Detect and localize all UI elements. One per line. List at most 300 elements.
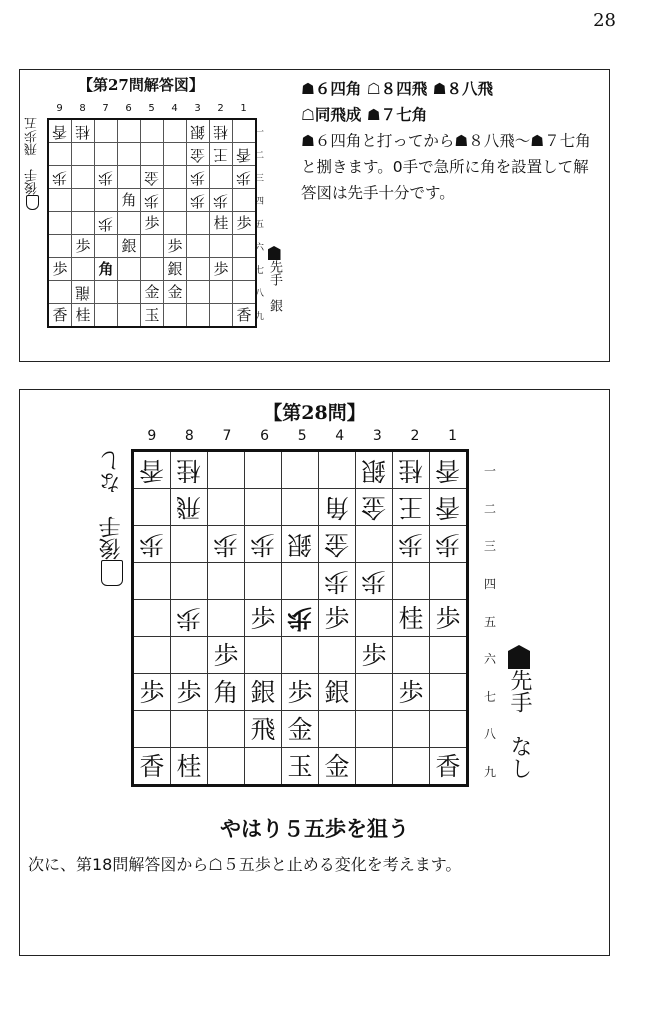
gote-piece: 香	[435, 492, 461, 522]
board-square	[72, 258, 95, 281]
sente-piece: 角	[213, 677, 239, 707]
sente-piece: 歩	[250, 603, 276, 633]
board-square	[164, 281, 187, 304]
problem-28-title: 【第28問】	[263, 402, 366, 424]
board-square	[245, 748, 282, 786]
gote-piece: 歩	[213, 529, 239, 559]
board-square	[164, 304, 187, 328]
sente-piece: 桂	[176, 751, 202, 781]
board-square	[171, 674, 208, 711]
gote-piece: 金	[144, 168, 160, 187]
board-square	[72, 212, 95, 235]
board-square	[430, 748, 468, 786]
board-square	[245, 674, 282, 711]
gote-hand-area	[100, 450, 124, 586]
board-square	[164, 212, 187, 235]
board-square	[245, 637, 282, 674]
gote-piece: 龍	[75, 283, 91, 302]
board-square	[187, 119, 210, 143]
gote-icon	[101, 560, 123, 586]
sente-piece: 香	[236, 305, 252, 324]
board-square	[171, 748, 208, 786]
problem-27-board	[47, 118, 257, 328]
board-row	[48, 119, 256, 143]
gote-piece: 角	[324, 492, 350, 522]
board-square	[210, 166, 233, 189]
board-row	[133, 600, 468, 637]
row-labels	[484, 452, 496, 790]
sente-piece: 飛	[250, 714, 276, 744]
column-label: 3	[372, 428, 382, 444]
problem-27-answer-box	[19, 69, 610, 362]
board-square	[118, 189, 141, 212]
board-row	[48, 258, 256, 281]
row-label: 六	[484, 652, 497, 667]
board-square	[208, 637, 245, 674]
board-row	[48, 189, 256, 212]
board-square	[282, 451, 319, 489]
problem-28-box	[19, 389, 610, 956]
board-square	[208, 674, 245, 711]
column-label: 1	[448, 428, 457, 444]
sente-piece: 金	[287, 714, 313, 744]
gote-piece: 銀	[361, 455, 387, 485]
gote-piece: 歩	[144, 191, 160, 210]
board-square	[133, 748, 171, 786]
sente-piece: 金	[167, 282, 183, 301]
column-label: 5	[297, 428, 307, 444]
column-label: 2	[217, 103, 224, 114]
board-square	[233, 258, 257, 281]
gote-piece: 歩	[98, 214, 114, 233]
sente-piece: 銀	[324, 677, 350, 707]
column-label: 8	[79, 103, 86, 114]
board-square	[319, 563, 356, 600]
board-square	[393, 711, 430, 748]
row-label: 五	[255, 220, 265, 230]
sente-piece: 香	[139, 751, 165, 781]
board-square	[164, 166, 187, 189]
board-square	[393, 674, 430, 711]
gote-piece: 香	[236, 145, 252, 164]
board-square	[208, 526, 245, 563]
gote-piece: 歩	[190, 168, 206, 187]
board-square	[171, 526, 208, 563]
board-square	[187, 258, 210, 281]
board-square	[233, 212, 257, 235]
board-square	[393, 451, 430, 489]
board-row	[133, 526, 468, 563]
board-square	[319, 674, 356, 711]
sente-hand: 銀	[267, 299, 282, 312]
board-square	[164, 143, 187, 166]
board-square	[210, 281, 233, 304]
sente-piece: 歩	[324, 603, 350, 633]
sente-piece: 桂	[398, 603, 424, 633]
gote-piece: 歩	[398, 529, 424, 559]
board-square	[210, 119, 233, 143]
board-square	[187, 212, 210, 235]
board-square	[133, 637, 171, 674]
board-square	[208, 748, 245, 786]
gote-piece: 歩	[250, 529, 276, 559]
board-square	[133, 526, 171, 563]
sente-piece: 歩	[75, 236, 91, 255]
row-label: 一	[255, 128, 265, 138]
board-square	[48, 281, 72, 304]
board-square	[210, 304, 233, 328]
board-row	[48, 212, 256, 235]
gote-piece: 歩	[98, 168, 114, 187]
column-label: 4	[335, 428, 345, 444]
board-row	[133, 451, 468, 489]
board-square	[187, 143, 210, 166]
sente-piece: 銀	[121, 236, 137, 255]
column-label: 4	[171, 103, 178, 114]
board-square	[171, 711, 208, 748]
board-square	[233, 119, 257, 143]
board-square	[233, 166, 257, 189]
gote-piece: 桂	[398, 455, 424, 485]
board-square	[171, 451, 208, 489]
gote-piece: 金	[190, 145, 206, 164]
board-square	[118, 258, 141, 281]
board-square	[430, 711, 468, 748]
gote-piece: 歩	[435, 529, 461, 559]
row-label: 四	[484, 577, 497, 592]
gote-piece: 王	[398, 492, 424, 522]
sente-piece: 歩	[176, 677, 202, 707]
sente-hand-area	[507, 645, 531, 779]
board-square	[164, 235, 187, 258]
problem-28-board	[131, 449, 469, 787]
board-square	[245, 711, 282, 748]
sente-piece: 玉	[144, 305, 160, 324]
gote-piece: 歩	[361, 566, 387, 596]
board-square	[430, 637, 468, 674]
board-square	[95, 235, 118, 258]
board-square	[72, 143, 95, 166]
sente-piece: 歩	[144, 213, 160, 232]
gote-piece: 銀	[190, 122, 206, 141]
board-square	[118, 235, 141, 258]
gote-piece: 歩	[236, 168, 252, 187]
sente-piece: 香	[52, 305, 68, 324]
gote-piece: 香	[435, 455, 461, 485]
row-label: 八	[255, 289, 265, 299]
row-label: 九	[255, 312, 265, 322]
commentary: ☗６四角と打ってから☗８八飛～☗７七角と捌きます。0手で急所に角を設置して解答図は先手十分です。	[301, 132, 591, 202]
sente-piece: 銀	[167, 259, 183, 278]
column-label: 3	[194, 103, 201, 114]
board-square	[95, 258, 118, 281]
board-square	[233, 143, 257, 166]
board-square	[48, 212, 72, 235]
sente-piece: 桂	[75, 305, 91, 324]
column-label: 6	[260, 428, 270, 444]
board-square	[48, 258, 72, 281]
board-square	[208, 563, 245, 600]
column-label: 5	[148, 103, 155, 114]
board-square	[319, 748, 356, 786]
board-square	[319, 489, 356, 526]
board-square	[430, 674, 468, 711]
board-square	[171, 489, 208, 526]
board-square	[72, 235, 95, 258]
gote-hand: 飛歩五	[25, 117, 40, 156]
board-square	[233, 235, 257, 258]
board-square	[164, 189, 187, 212]
board-square	[210, 235, 233, 258]
board-square	[356, 526, 393, 563]
gote-piece: 歩	[176, 603, 202, 633]
board-square	[141, 304, 164, 328]
board-square	[133, 563, 171, 600]
row-label: 九	[484, 765, 497, 780]
board-square	[208, 489, 245, 526]
board-square	[282, 748, 319, 786]
board-square	[233, 189, 257, 212]
board-row	[133, 489, 468, 526]
board-square	[208, 711, 245, 748]
sente-piece: 金	[324, 751, 350, 781]
board-square	[356, 637, 393, 674]
row-label: 四	[255, 197, 265, 207]
gote-piece: 歩	[287, 603, 313, 633]
gote-label: 後手	[99, 516, 124, 560]
column-labels	[133, 428, 471, 444]
column-label: 7	[102, 103, 109, 114]
sente-piece: 金	[144, 282, 160, 301]
board-square	[393, 563, 430, 600]
gote-label: 後手	[25, 169, 40, 195]
board-square	[187, 281, 210, 304]
board-square	[430, 526, 468, 563]
gote-hand-area	[26, 117, 40, 210]
gote-piece: 香	[52, 122, 68, 141]
column-labels	[48, 103, 255, 114]
board-square	[141, 258, 164, 281]
row-label: 一	[484, 464, 497, 479]
board-square	[95, 281, 118, 304]
board-square	[187, 304, 210, 328]
board-square	[95, 166, 118, 189]
board-square	[187, 235, 210, 258]
board-square	[245, 563, 282, 600]
moves-line-2: ☖同飛成 ☗７七角	[301, 106, 428, 124]
sente-label: 先手	[507, 669, 532, 713]
board-square	[48, 119, 72, 143]
sente-piece: 歩	[213, 259, 229, 278]
board-row	[48, 304, 256, 328]
board-square	[356, 489, 393, 526]
board-square	[171, 637, 208, 674]
board-square	[356, 600, 393, 637]
board-square	[118, 281, 141, 304]
board-square	[118, 304, 141, 328]
board-square	[187, 166, 210, 189]
sente-piece: 歩	[398, 677, 424, 707]
sente-piece: 歩	[287, 677, 313, 707]
board-square	[141, 143, 164, 166]
board-row	[48, 281, 256, 304]
sente-piece: 歩	[167, 236, 183, 255]
body-text: 次に、第18問解答図から☖５五歩と止める変化を考えます。	[28, 855, 462, 874]
board-square	[356, 563, 393, 600]
gote-piece: 歩	[213, 191, 229, 210]
board-square	[430, 563, 468, 600]
gote-icon	[27, 195, 40, 210]
board-square	[245, 451, 282, 489]
board-square	[282, 600, 319, 637]
sente-piece: 歩	[52, 259, 68, 278]
row-label: 七	[484, 689, 497, 704]
board-square	[141, 189, 164, 212]
board-square	[164, 258, 187, 281]
board-square	[48, 189, 72, 212]
board-square	[95, 189, 118, 212]
board-square	[430, 451, 468, 489]
board-square	[282, 637, 319, 674]
sente-icon	[268, 246, 281, 260]
sente-piece: 玉	[287, 751, 313, 781]
board-square	[72, 189, 95, 212]
board-square	[95, 143, 118, 166]
column-label: 9	[147, 428, 157, 444]
board-square	[233, 281, 257, 304]
gote-piece: 王	[213, 145, 229, 164]
board-square	[356, 748, 393, 786]
sente-piece: 歩	[213, 640, 239, 670]
caption: やはり５五歩を狙う	[220, 817, 409, 841]
column-label: 6	[125, 103, 132, 114]
board-square	[72, 119, 95, 143]
board-square	[245, 526, 282, 563]
board-square	[282, 489, 319, 526]
board-square	[95, 212, 118, 235]
gote-piece: 桂	[176, 455, 202, 485]
gote-piece: 歩	[190, 191, 206, 210]
board-square	[393, 637, 430, 674]
gote-piece: 香	[139, 455, 165, 485]
sente-piece: 歩	[435, 603, 461, 633]
board-square	[141, 166, 164, 189]
board-square	[48, 143, 72, 166]
board-square	[245, 489, 282, 526]
sente-icon	[508, 645, 530, 669]
board-square	[430, 600, 468, 637]
gote-piece: 歩	[324, 566, 350, 596]
board-row	[133, 563, 468, 600]
board-square	[233, 304, 257, 328]
board-row	[133, 748, 468, 786]
problem-27-title: 【第27問解答図】	[78, 76, 204, 94]
board-square	[48, 304, 72, 328]
board-square	[393, 526, 430, 563]
sente-piece: 角	[98, 259, 114, 278]
problem-27-moves	[301, 76, 603, 206]
board-row	[48, 143, 256, 166]
board-square	[133, 600, 171, 637]
board-square	[133, 489, 171, 526]
gote-piece: 歩	[52, 168, 68, 187]
gote-hand: なし	[99, 450, 124, 494]
row-labels	[255, 120, 264, 327]
board-square	[95, 119, 118, 143]
board-row	[133, 637, 468, 674]
board-square	[282, 674, 319, 711]
gote-piece: 金	[361, 492, 387, 522]
board-square	[282, 526, 319, 563]
board-square	[319, 637, 356, 674]
board-square	[133, 711, 171, 748]
row-label: 二	[484, 501, 497, 516]
board-square	[164, 119, 187, 143]
board-square	[72, 281, 95, 304]
sente-piece: 歩	[139, 677, 165, 707]
column-label: 7	[222, 428, 232, 444]
board-square	[48, 166, 72, 189]
board-square	[118, 119, 141, 143]
board-square	[210, 143, 233, 166]
sente-hand-area	[267, 246, 281, 312]
board-square	[133, 674, 171, 711]
gote-piece: 銀	[287, 529, 313, 559]
row-label: 六	[255, 243, 265, 253]
moves-line-1: ☗６四角 ☖８四飛 ☗８八飛	[301, 80, 493, 98]
board-row	[48, 166, 256, 189]
board-square	[282, 711, 319, 748]
page-number: 28	[593, 10, 616, 31]
board-square	[72, 166, 95, 189]
board-square	[171, 600, 208, 637]
board-square	[210, 258, 233, 281]
board-square	[245, 600, 282, 637]
board-square	[141, 281, 164, 304]
board-square	[393, 489, 430, 526]
board-square	[393, 748, 430, 786]
gote-piece: 桂	[75, 122, 91, 141]
board-square	[356, 711, 393, 748]
board-square	[118, 166, 141, 189]
row-label: 三	[484, 539, 497, 554]
row-label: 三	[255, 174, 265, 184]
board-square	[187, 189, 210, 212]
sente-piece: 歩	[236, 213, 252, 232]
sente-piece: 角	[121, 190, 137, 209]
board-square	[282, 563, 319, 600]
board-square	[133, 451, 171, 489]
sente-hand: なし	[507, 735, 532, 779]
gote-piece: 金	[324, 529, 350, 559]
row-label: 二	[255, 151, 265, 161]
column-label: 9	[56, 103, 63, 114]
board-square	[118, 212, 141, 235]
column-label: 1	[240, 103, 247, 114]
board-square	[141, 119, 164, 143]
column-label: 2	[410, 428, 420, 444]
column-label: 8	[184, 428, 194, 444]
sente-piece: 歩	[361, 640, 387, 670]
board-square	[319, 526, 356, 563]
board-square	[319, 600, 356, 637]
board-square	[210, 212, 233, 235]
sente-label: 先手	[267, 260, 282, 286]
board-square	[319, 451, 356, 489]
board-square	[210, 189, 233, 212]
board-square	[48, 235, 72, 258]
sente-piece: 香	[435, 751, 461, 781]
